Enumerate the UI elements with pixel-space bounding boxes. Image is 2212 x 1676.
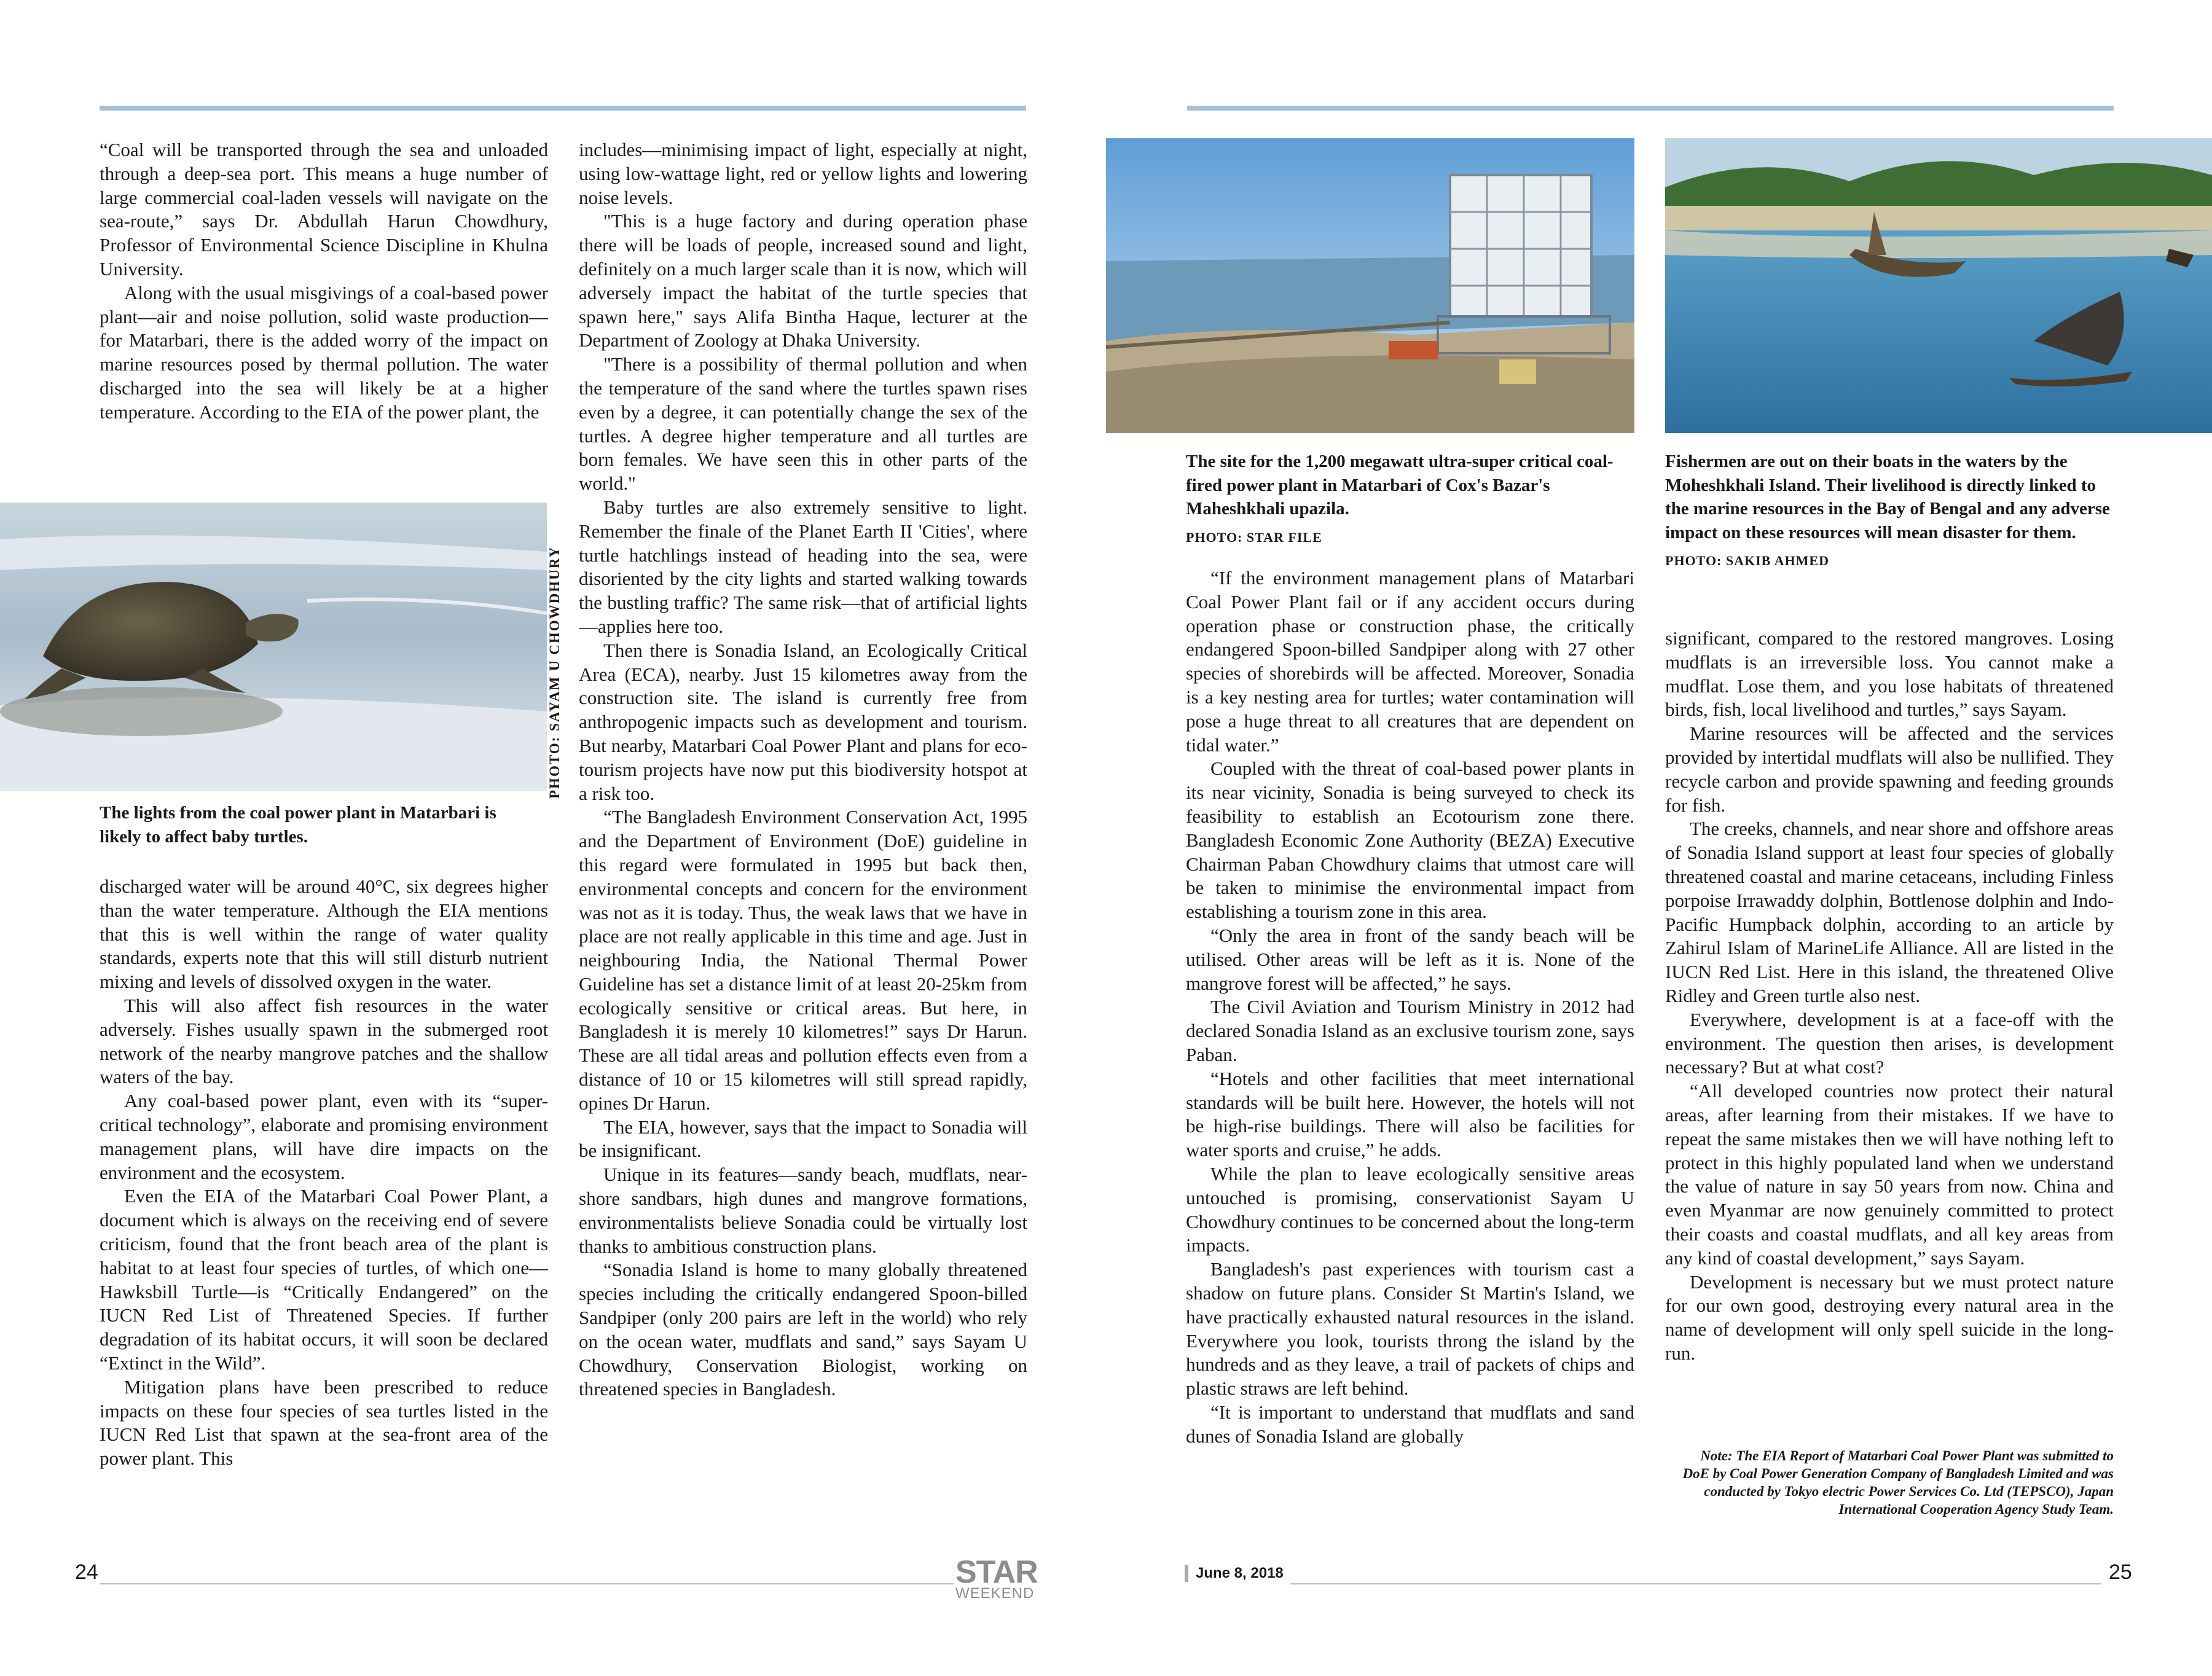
paragraph: “Coal will be transported through the sea and unloaded through a deep-sea port. This means a huge number of large commercial coal-laden vessels will navigate on the sea-route,” says Dr. Abdullah Harun Chowdhury, Professor of Environmental Science Discipline in Khulna University. (100, 139, 548, 280)
power-plant-site-credit: PHOTO: STAR FILE (1186, 529, 1322, 545)
page-number-right: 25 (2109, 1560, 2132, 1584)
paragraph: Coupled with the threat of coal-based power plants in its near vicinity, Sonadia is being surveyed to check its feasibility to establish an Ecotourism zone there. Bangladesh Economic Zone Authority (BEZA) Executive Chairman Paban Chowdhury claims that utmost care will be taken to minimise the environmental impact from establishing a tourism zone in this area. (1186, 758, 1634, 923)
paragraph: Marine resources will be affected and the services provided by intertidal mudflats will also be nullified. They recycle carbon and provide spawning and feeding grounds for fish. (1665, 722, 2114, 816)
turtle-photo-credit: PHOTO: SAYAM U CHOWDHURY (547, 546, 562, 799)
paragraph: “All developed countries now protect their natural areas, after learning from their mistakes. If we have to repeat the same mistakes then we will have nothing left to protect in this highly populated land when we understand the value of nature in say 50 years from now. China and even Myanmar are now genuinely committed to protect their coasts and coastal mudflats, and all key areas from any kind of coastal development,” says Sayam. (1665, 1080, 2114, 1269)
fishermen-boats-caption-text: Fishermen are out on their boats in the waters by the Moheshkhali Island. Their livelihood is directly linked to the marine resources in the Bay of Bengal and any adverse impact on these resources will mean disaster for them. (1665, 452, 2110, 542)
paragraph: Mitigation plans have been prescribed to reduce impacts on these four species of sea turtles listed in the IUCN Red List that spawn at the sea-front area of the power plant. This (100, 1376, 548, 1470)
turtle-photo (0, 503, 547, 791)
paragraph: While the plan to leave ecologically sensitive areas untouched is promising, conservationist Sayam U Chowdhury continues to be concerned about the long-term impacts. (1186, 1162, 1634, 1256)
paragraph: Bangladesh's past experiences with tourism cast a shadow on future plans. Consider St Martin's Island, we have practically exhausted natural resources in the island. Everywhere you look, tourists throng the island by the hundreds and as they leave, a trail of packets of chips and plastic straws are left behind. (1186, 1258, 1634, 1400)
right-column-3 (1186, 566, 1634, 1556)
paragraph: significant, compared to the restored mangroves. Losing mudflats is an irreversible loss. You cannot make a mudflat. Lose them, and you lose habitats of threatened birds, fish, local livelihood and turtles,” says Sayam. (1665, 627, 2114, 721)
paragraph: includes—minimising impact of light, especially at night, using low-wattage light, red or yellow lights and lowering noise levels. (579, 139, 1027, 208)
paragraph: "There is a possibility of thermal pollution and when the temperature of the sand where the turtles spawn rises even by a degree, it can potentially change the sex of the turtles. A degree higher temperature and all turtles are born females. We have seen this in other parts of the world." (579, 353, 1027, 495)
paragraph: “It is important to understand that mudflats and sand dunes of Sonadia Island are globally (1186, 1401, 1634, 1447)
paragraph: Baby turtles are also extremely sensitive to light. Remember the finale of the Planet Earth II 'Cities', where turtle hatchlings instead of heading into the sea, were disoriented by the city lights and started walking towards the bustling traffic? The same risk—that of artificial lights—applies here too. (579, 496, 1027, 637)
fishermen-boats-illustration (1665, 138, 2212, 433)
left-page-bottom-rule (100, 1583, 954, 1584)
left-column-1-bottom (100, 875, 548, 1554)
paragraph: "This is a huge factory and during operation phase there will be loads of people, increased sound and light, definitely on a much larger scale than it is now, which will adversely impact the habitat of the turtle species that spawn here," says Alifa Bintha Haque, lecturer at the Department of Zoology at Dhaka University. (579, 210, 1027, 351)
right-page-top-rule (1187, 106, 2114, 111)
power-plant-site-photo (1106, 138, 1634, 433)
turtle-photo-illustration (0, 503, 547, 791)
right-page-bottom-rule (1290, 1583, 2101, 1584)
paragraph: The creeks, channels, and near shore and offshore areas of Sonadia Island support at least four species of globally threatened coastal and marine cetaceans, including Finless porpoise Irrawaddy dolphin, Bottlenose dolphin and Indo-Pacific Humpback dolphin, according to an article by Zahirul Islam of MarineLife Alliance. All are listed in the IUCN Red List. Here in this island, the threatened Olive Ridley and Green turtle also nest. (1665, 818, 2114, 1006)
power-plant-site-caption (1186, 450, 1634, 549)
paragraph: Unique in its features—sandy beach, mudflats, near-shore sandbars, high dunes and mangrove formations, environmentalists believe Sonadia could be virtually lost thanks to ambitious construction plans. (579, 1164, 1027, 1257)
paragraph: Any coal-based power plant, even with its “super-critical technology”, elaborate and promising environment management plans, will have dire impacts on the environment and the ecosystem. (100, 1090, 548, 1183)
left-page-top-rule (100, 106, 1026, 111)
page-number-left: 24 (75, 1560, 98, 1584)
turtle-photo-caption: The lights from the coal power plant in Matarbari is likely to affect baby turtles. (100, 803, 496, 847)
issue-date: June 8, 2018 (1185, 1565, 1284, 1582)
paragraph: The EIA, however, says that the impact to Sonadia will be insignificant. (579, 1116, 1027, 1162)
paragraph: Development is necessary but we must protect nature for our own good, destroying every natural area in the name of development will only spell suicide in the long-run. (1665, 1271, 2114, 1364)
paragraph: “Only the area in front of the sandy beach will be utilised. Other areas will be left as it is. None of the mangrove forest will be affected,” he says. (1186, 924, 1634, 994)
paragraph: The Civil Aviation and Tourism Ministry in 2012 had declared Sonadia Island as an exclusive tourism zone, says Paban. (1186, 996, 1634, 1065)
paragraph: This will also affect fish resources in the water adversely. Fishes usually spawn in the submerged root network of the nearby mangrove patches and the shallow waters of the bay. (100, 994, 548, 1088)
paragraph: Everywhere, development is at a face-off with the environment. The question then arises, is development necessary? But at what cost? (1665, 1008, 2114, 1078)
fishermen-boats-credit: PHOTO: SAKIB AHMED (1665, 553, 1829, 568)
logo-weekend-text: WEEKEND (955, 1585, 1035, 1602)
right-column-4 (1665, 627, 2114, 1444)
star-weekend-logo (955, 1554, 1038, 1602)
paragraph: discharged water will be around 40°C, six degrees higher than the water temperature. Although the EIA mentions that this is well within the range of water quality standards, experts note that this will still disturb nutrient mixing and levels of dissolved oxygen in the water. (100, 875, 548, 993)
left-column-1-top (100, 138, 548, 479)
fishermen-boats-photo (1665, 138, 2212, 433)
eia-report-note: Note: The EIA Report of Matarbari Coal Power Plant was submitted to DoE by Coal Power Generation Company of Bangladesh Limited and was conducted by Tokyo electric Power Services Co. Ltd (TEPSCO), Japan International Cooperation Agency Study Team. (1682, 1448, 2114, 1517)
paragraph: “The Bangladesh Environment Conservation Act, 1995 and the Department of Environment (DoE) guideline in this regard were formulated in 1995 but back then, environmental concepts and concern for the environment was not as it is today. Thus, the weak laws that we have in place are not really applicable in this time and age. Just in neighbouring India, the National Thermal Power Guideline has set a distance limit of at least 20-25km from ecologically sensitive or critical areas. But here, in Bangladesh it is merely 10 kilometres!” says Dr Harun. These are all tidal areas and pollution effects even from a distance of 10 or 15 kilometres will still spread rapidly, opines Dr Harun. (579, 806, 1027, 1114)
logo-star-text: STAR (955, 1554, 1038, 1590)
paragraph: “Sonadia Island is home to many globally threatened species including the critically endangered Spoon-billed Sandpiper (only 200 pairs are left in the world) who rely on the ocean water, mudflats and sand,” says Sayam U Chowdhury, Conservation Biologist, working on threatened species in Bangladesh. (579, 1259, 1027, 1400)
power-plant-site-illustration (1106, 138, 1634, 433)
paragraph: “Hotels and other facilities that meet international standards will be built here. However, the hotels will not be high-rise buildings. There will also be facilities for water sports and cruise,” he adds. (1186, 1067, 1634, 1161)
paragraph: Along with the usual misgivings of a coal-based power plant—air and noise pollution, solid waste production—for Matarbari, there is the added worry of the impact on marine resources posed by thermal pollution. The water discharged into the sea will likely be at a higher temperature. According to the EIA of the power plant, the (100, 281, 548, 423)
paragraph: “If the environment management plans of Matarbari Coal Power Plant fail or if any accident occurs during operation phase or construction phase, the critically endangered Spoon-billed Sandpiper along with 27 other species of shorebirds will be affected. Moreover, Sonadia is a key nesting area for turtles; water contamination will pose a huge threat to all creatures that are dependent on tidal water.” (1186, 567, 1634, 756)
paragraph: Even the EIA of the Matarbari Coal Power Plant, a document which is always on the receiving end of severe criticism, found that the front beach area of the plant is habitat to at least four species of turtles, of which one—Hawksbill Turtle—is “Critically Endangered” on the IUCN Red List of Threatened Species. If further degradation of its habitat occurs, it will soon be declared “Extinct in the Wild”. (100, 1185, 548, 1374)
paragraph: Then there is Sonadia Island, an Ecologically Critical Area (ECA), nearby. Just 15 kilometres away from the construction site. The island is currently free from anthropogenic impacts such as development and tourism. But nearby, Matarbari Coal Power Plant and plans for eco-tourism projects have now put this biodiversity hotspot at a risk too. (579, 639, 1027, 804)
power-plant-site-caption-text: The site for the 1,200 megawatt ultra-super critical coal-fired power plant in Matarbari of Cox's Bazar's Maheshkhali upazila. (1186, 452, 1614, 519)
fishermen-boats-caption (1665, 450, 2120, 573)
left-column-2 (579, 138, 1027, 1554)
